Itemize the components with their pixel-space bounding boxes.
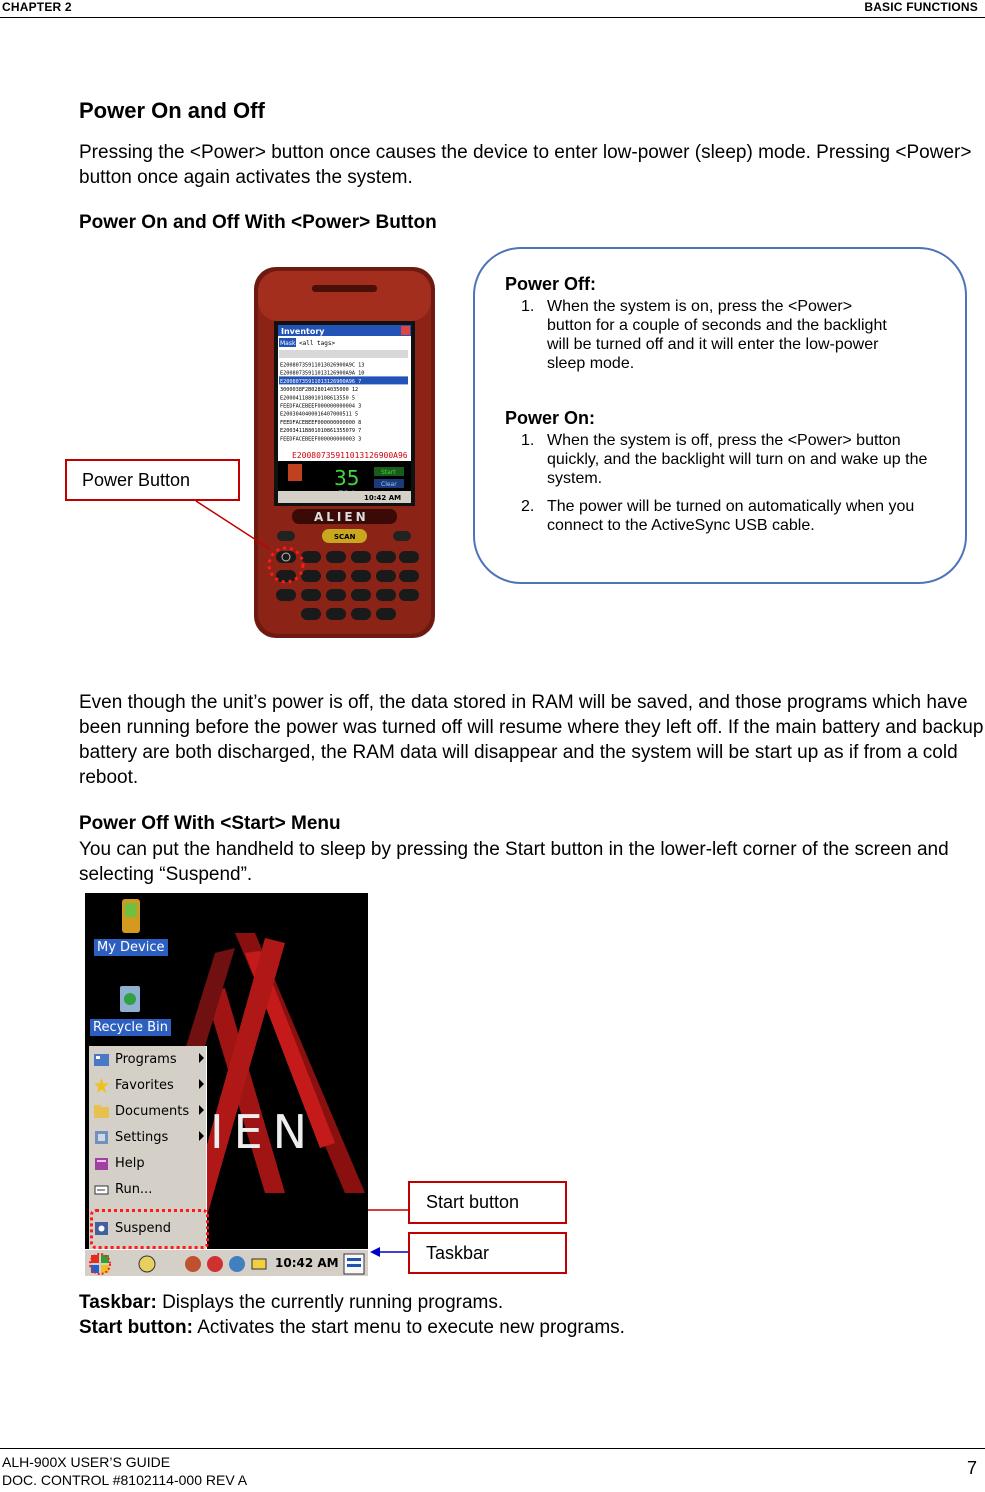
chevron-right-icon [199, 1105, 204, 1115]
page-number: 7 [966, 1458, 977, 1478]
settings-icon [93, 1129, 110, 1146]
start-button-caption: Start button: Activates the start menu to execute new programs. [79, 1317, 625, 1338]
battery-icon[interactable] [249, 1254, 269, 1274]
power-on-item-1: When the system is off, press the <Power> button quickly, and the backlight will turn on and wake up the system. [547, 432, 928, 487]
ram-paragraph: Even though the unit’s power is off, the data stored in RAM will be saved, and those programs which have been running before the power was turned off will resume where they left off. If the main battery and backup battery are both discharged, the RAM data will disappear and the system will be start up as if from a cold reboot. [79, 692, 984, 788]
epc-row[interactable]: E2003040400016407000511 5 [280, 411, 359, 418]
section-header: BASIC FUNCTIONS [864, 0, 978, 14]
start-menu-screenshot [85, 893, 368, 1276]
page-title: Power On and Off [79, 98, 265, 123]
taskbar [85, 1249, 368, 1276]
device-mask-label: Mask [280, 340, 296, 347]
device-start-btn: Start [381, 469, 396, 476]
network-icon[interactable] [137, 1254, 157, 1274]
menu-item-programs[interactable]: Programs [91, 1048, 206, 1072]
epc-row[interactable]: FEEDFACEBEEF000000000004 3 [280, 403, 362, 410]
epc-row[interactable]: E20080735911013026900A9C 13 [280, 362, 365, 369]
epc-row[interactable]: E2003411B801010861355079 7 [280, 428, 362, 435]
menu-item-settings[interactable]: Settings [91, 1126, 206, 1150]
power-off-num-1: 1. [521, 298, 535, 315]
folder-icon [93, 1103, 110, 1120]
device-scan-label: SCAN [334, 533, 356, 541]
device-count-big: 35 [334, 466, 360, 490]
suspend-highlight [90, 1209, 209, 1249]
epc-row[interactable]: FEEDFACEBEEF000000000000 8 [280, 419, 362, 426]
run-icon [93, 1181, 110, 1198]
power-callout [473, 247, 967, 584]
epc-row[interactable]: E20080735911013126900A9A 10 [280, 370, 365, 377]
start-button-label: Start button [408, 1181, 567, 1224]
taskbar-time: 10:42 AM [275, 1256, 339, 1270]
taskbar-caption: Taskbar: Displays the currently running programs. [79, 1292, 504, 1313]
start-menu [89, 1046, 207, 1249]
recycle-bin-icon[interactable] [115, 980, 145, 1014]
power-button-label: Power Button [65, 459, 240, 501]
help-book-icon [93, 1155, 110, 1172]
keyboard-icon[interactable] [343, 1253, 365, 1275]
device-all-tags: <all tags> [299, 340, 336, 347]
device-time: 10:42 AM [364, 494, 402, 502]
my-device-label[interactable]: My Device [94, 939, 168, 956]
menu-item-run[interactable]: Run... [91, 1178, 206, 1202]
footer-doc-control: DOC. CONTROL #8102114-000 REV A [2, 1472, 248, 1488]
footer-guide: ALH-900X USER’S GUIDE [2, 1454, 171, 1470]
menu-item-documents[interactable]: Documents [91, 1100, 206, 1124]
device-brand: ALIEN [314, 510, 369, 524]
chevron-right-icon [199, 1131, 204, 1141]
power-on-num-2: 2. [521, 498, 535, 515]
app-icon-2[interactable] [205, 1254, 225, 1274]
subheading-start-menu: Power Off With <Start> Menu [79, 813, 341, 834]
epc-row[interactable]: E200041188010108613550 5 [280, 395, 355, 402]
device-clear-btn: Clear [381, 481, 397, 488]
taskbar-label: Taskbar [408, 1232, 567, 1274]
start-button-windows-icon[interactable] [89, 1253, 111, 1275]
alien-brand-text: IEN [210, 1105, 318, 1159]
menu-item-suspend[interactable]: Suspend [91, 1217, 206, 1241]
chevron-right-icon [199, 1053, 204, 1063]
power-off-item-1: When the system is on, press the <Power> button for a couple of seconds and the backlight will be turned off and it will enter the low-power sleep mode. [547, 298, 887, 372]
subheading-power-button: Power On and Off With <Power> Button [79, 212, 437, 233]
intro-paragraph: Pressing the <Power> button once causes the device to enter low-power (sleep) mode. Pressing <Power> button once again activates the system. [79, 142, 972, 188]
power-on-num-1: 1. [521, 432, 535, 449]
menu-item-help[interactable]: Help [91, 1152, 206, 1176]
footer-rule [0, 1448, 985, 1449]
chevron-right-icon [199, 1079, 204, 1089]
my-device-icon[interactable] [120, 898, 142, 934]
epc-row[interactable]: 3000038F2B028014035000 12 [280, 387, 359, 394]
programs-icon [93, 1051, 110, 1068]
device-selected-epc: E20080735911013126900A96 [292, 451, 408, 460]
power-on-item-2: The power will be turned on automatically when you connect to the ActiveSync USB cable. [547, 498, 915, 534]
start-menu-paragraph: You can put the handheld to sleep by pressing the Start button in the lower-left corner of the screen and selecting “Suspend”. [79, 839, 949, 885]
epc-row[interactable]: FEEDFACEBEEF000000000003 3 [280, 436, 362, 443]
device-app-title: Inventory [281, 327, 325, 336]
recycle-bin-label[interactable]: Recycle Bin [90, 1019, 171, 1036]
power-on-title: Power On: [505, 408, 596, 428]
app-icon-1[interactable] [183, 1254, 203, 1274]
menu-item-favorites[interactable]: Favorites [91, 1074, 206, 1098]
star-icon [93, 1077, 110, 1094]
chapter-header: CHAPTER 2 [2, 0, 72, 14]
power-off-title: Power Off: [505, 274, 597, 294]
app-icon-3[interactable] [227, 1254, 247, 1274]
epc-row[interactable]: E20080735911013126900A96 7 [280, 378, 362, 385]
